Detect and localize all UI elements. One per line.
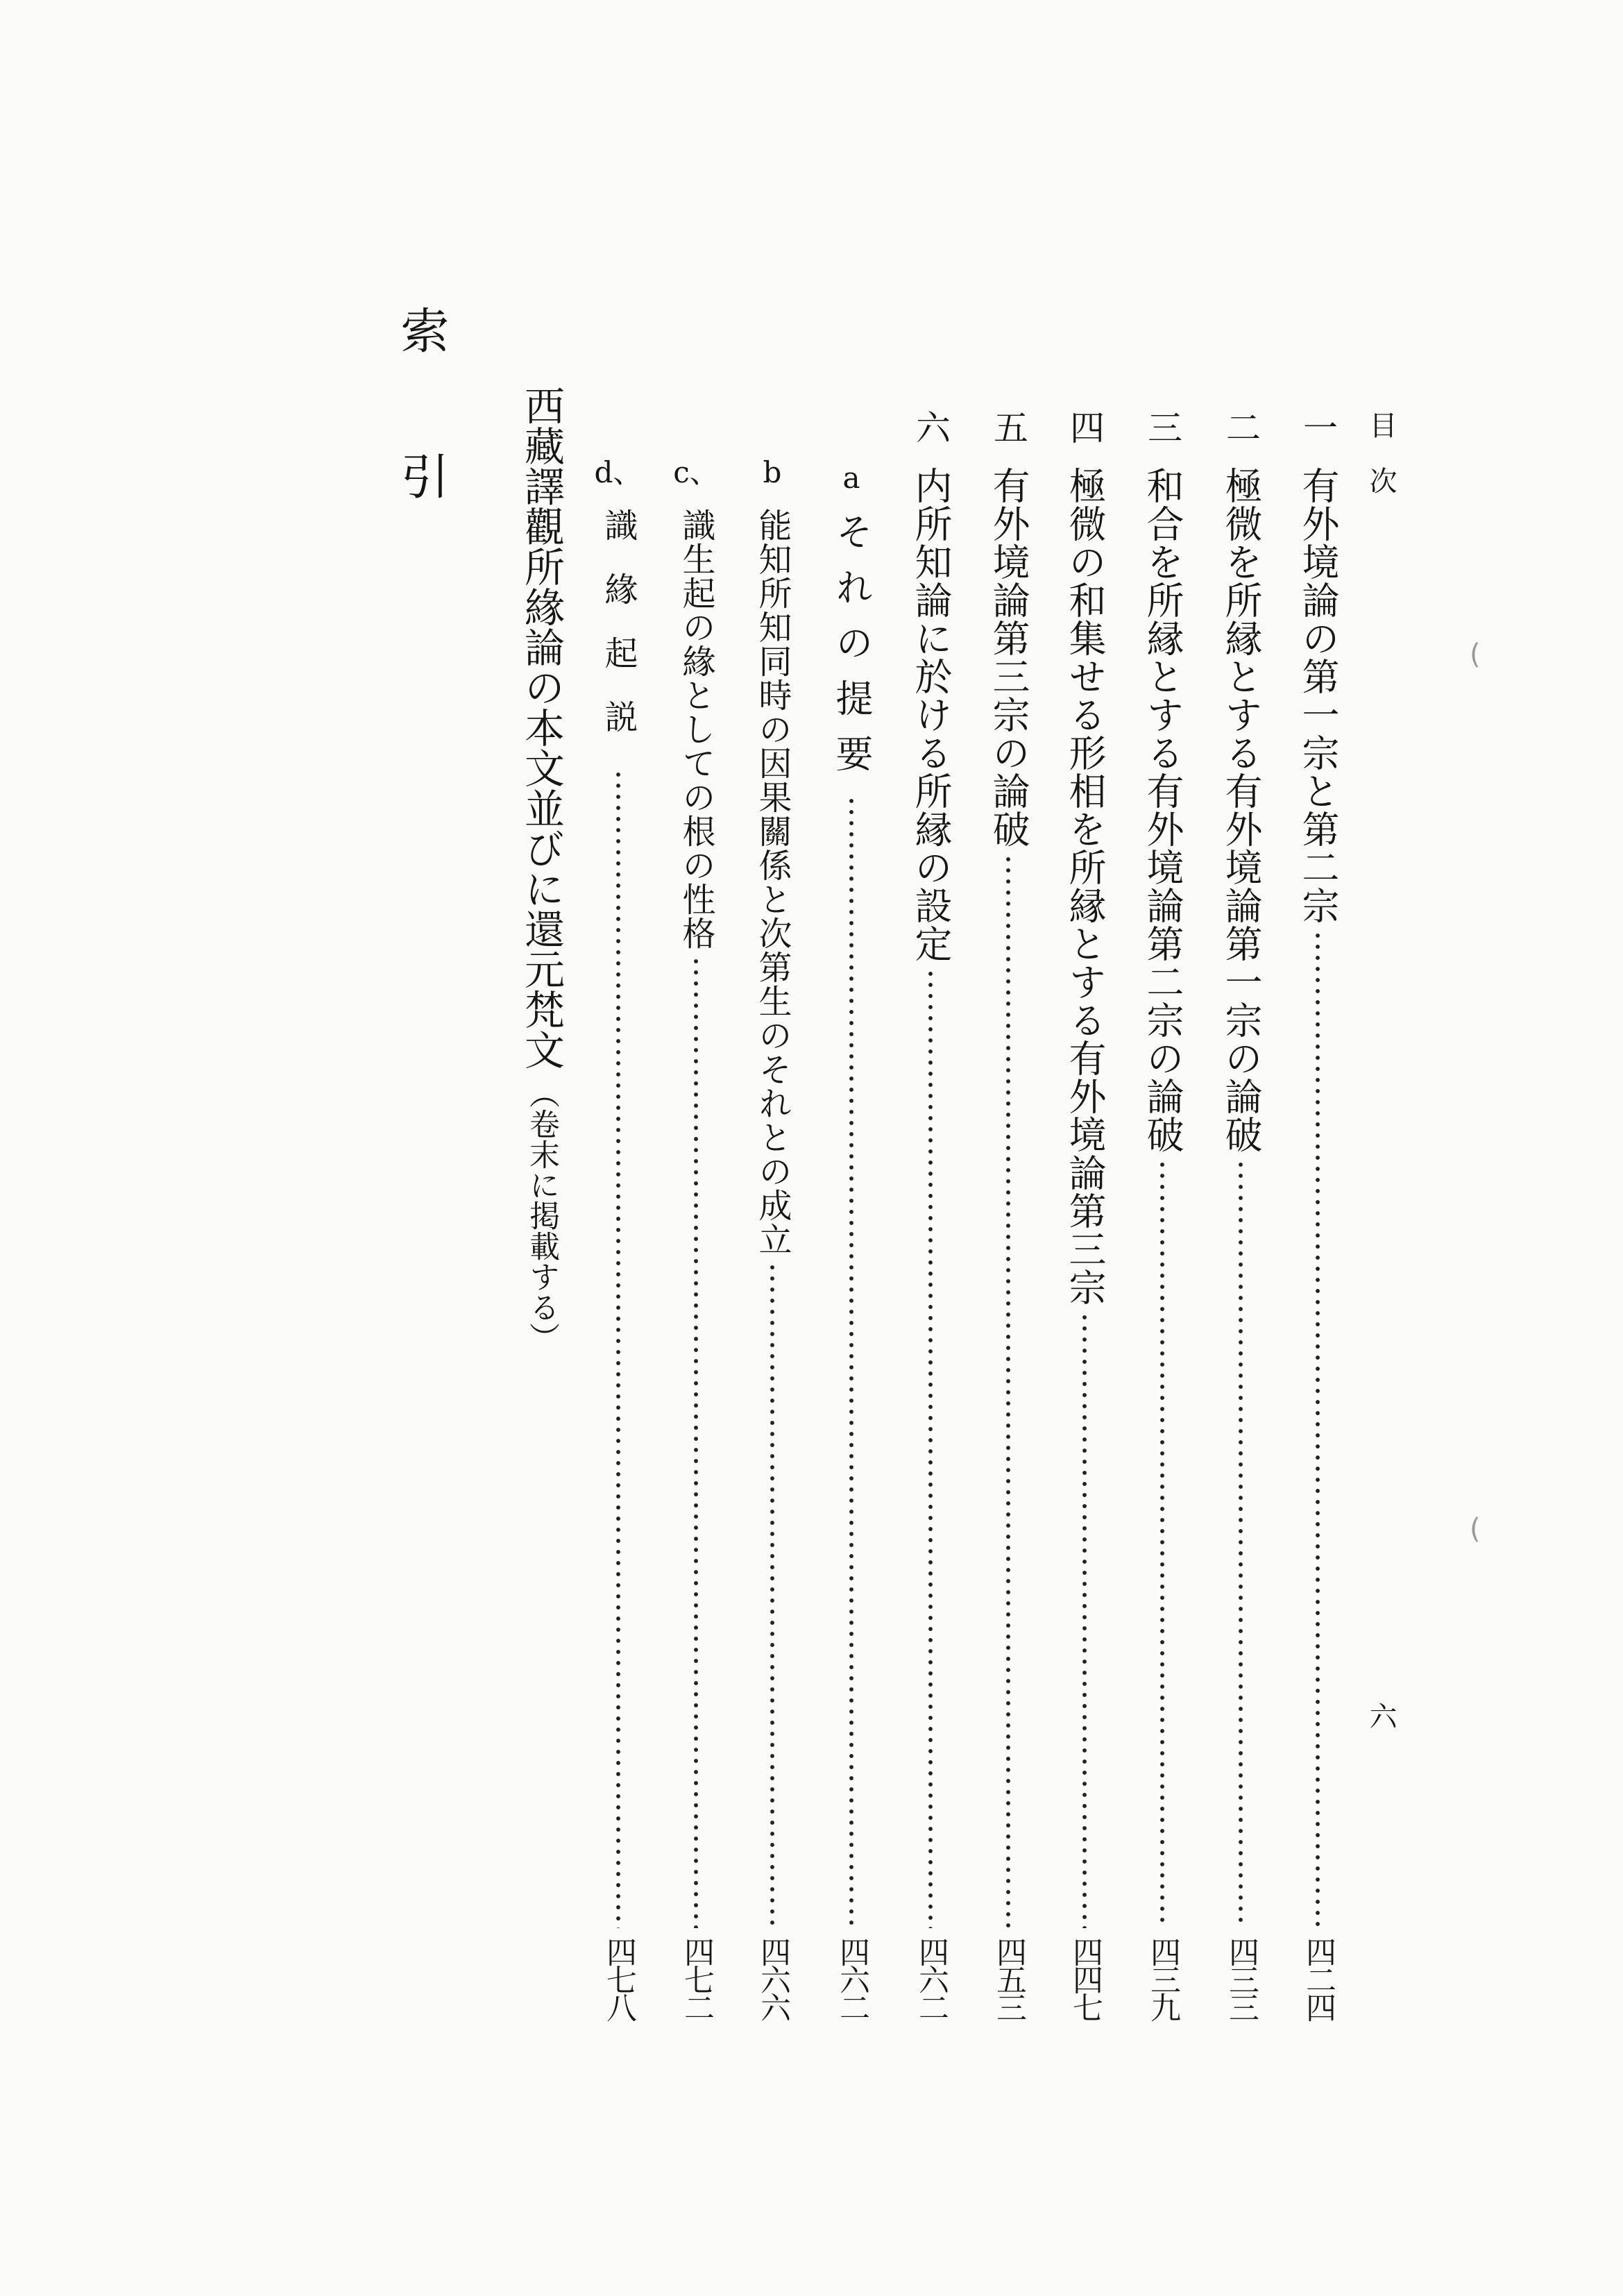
toc-leader-dots bbox=[1238, 1159, 1243, 1928]
toc-entry-2 bbox=[1216, 410, 1265, 2020]
toc-entry-page: 四七八 bbox=[601, 1936, 636, 2020]
toc-entry-title: 識緣起説 bbox=[599, 508, 638, 763]
toc-entry-3 bbox=[1138, 410, 1187, 2020]
toc-leader-dots bbox=[615, 769, 621, 1928]
toc-leader-dots bbox=[928, 968, 933, 1928]
toc-entry-page: 四六六 bbox=[755, 1936, 790, 2020]
toc-entry-4 bbox=[1060, 410, 1109, 2020]
toc-entry-letter: c、 bbox=[673, 455, 719, 489]
toc-entry-title: 識生起の緣としての根の性格 bbox=[677, 508, 715, 950]
toc-entry-page: 四六二 bbox=[834, 1936, 869, 2020]
toc-entry-6d bbox=[594, 410, 643, 2020]
toc-entry-number: 四 bbox=[1064, 410, 1105, 444]
toc-entry-page: 四三九 bbox=[1145, 1936, 1180, 2020]
toc-entry-title: 内所知論に於ける所縁の設定 bbox=[909, 466, 953, 963]
running-header-title: 目 次 bbox=[1365, 411, 1397, 494]
page-number: 六 bbox=[1365, 1702, 1397, 1730]
toc-entry-title: 有外境論第三宗の論破 bbox=[987, 466, 1030, 848]
toc-entry-number: 三 bbox=[1142, 410, 1182, 444]
toc-leader-dots bbox=[1082, 1312, 1087, 1928]
toc-entry-letter: a bbox=[842, 461, 860, 495]
toc-entry-6a bbox=[827, 410, 876, 2020]
toc-leader-dots bbox=[770, 1262, 775, 1928]
appendix-note-text: 西藏譯觀所緣論の本文並びに還元梵文 bbox=[518, 385, 565, 1070]
toc-entry-6c bbox=[672, 410, 720, 2020]
toc-entry-title: 能知所知同時の因果關係と次第生のそれとの成立 bbox=[753, 508, 792, 1256]
scan-mark: ( bbox=[1470, 639, 1481, 670]
toc-entry-page: 四四七 bbox=[1067, 1936, 1103, 2020]
toc-entry-number: 六 bbox=[910, 410, 951, 444]
appendix-note-parenthetical: （卷末に掲載する） bbox=[524, 1078, 559, 1353]
toc-entry-1 bbox=[1293, 410, 1342, 2020]
toc-entry-page: 四三三 bbox=[1223, 1936, 1259, 2020]
toc-entry-number: 五 bbox=[988, 410, 1028, 444]
toc-entry-5 bbox=[984, 410, 1033, 2020]
toc-entry-page: 四五三 bbox=[991, 1936, 1026, 2020]
toc-leader-dots bbox=[693, 956, 699, 1928]
toc-leader-dots bbox=[1005, 854, 1011, 1928]
scan-mark: ( bbox=[1470, 1513, 1481, 1545]
toc-entry-number: 一 bbox=[1298, 410, 1338, 444]
toc-leader-dots bbox=[1315, 930, 1320, 1928]
toc-entry-page: 四六二 bbox=[913, 1936, 949, 2020]
toc-entry-number: 二 bbox=[1221, 410, 1261, 444]
toc-entry-title: それの提要 bbox=[830, 512, 874, 790]
toc-entry-letter: d、 bbox=[594, 455, 643, 489]
toc-entry-title: 極微の和集せる形相を所縁とする有外境論第三宗 bbox=[1063, 466, 1107, 1306]
toc-leader-dots bbox=[1159, 1159, 1165, 1928]
toc-entry-title: 有外境論の第一宗と第二宗 bbox=[1296, 466, 1340, 925]
appendix-note bbox=[517, 385, 566, 1353]
toc-entry-title: 和合を所縁とする有外境論第二宗の論破 bbox=[1141, 466, 1184, 1154]
toc-leader-dots bbox=[849, 795, 854, 1928]
toc-entry-letter: b bbox=[763, 455, 782, 489]
toc-entry-page: 四七二 bbox=[679, 1936, 714, 2020]
toc-entry-title: 極微を所縁とする有外境論第一宗の論破 bbox=[1219, 466, 1263, 1154]
toc-entry-6b bbox=[748, 410, 797, 2020]
index-heading: 索 引 bbox=[393, 305, 450, 500]
toc-entry-page: 四二四 bbox=[1300, 1936, 1336, 2020]
toc-entry-6 bbox=[906, 410, 955, 2020]
